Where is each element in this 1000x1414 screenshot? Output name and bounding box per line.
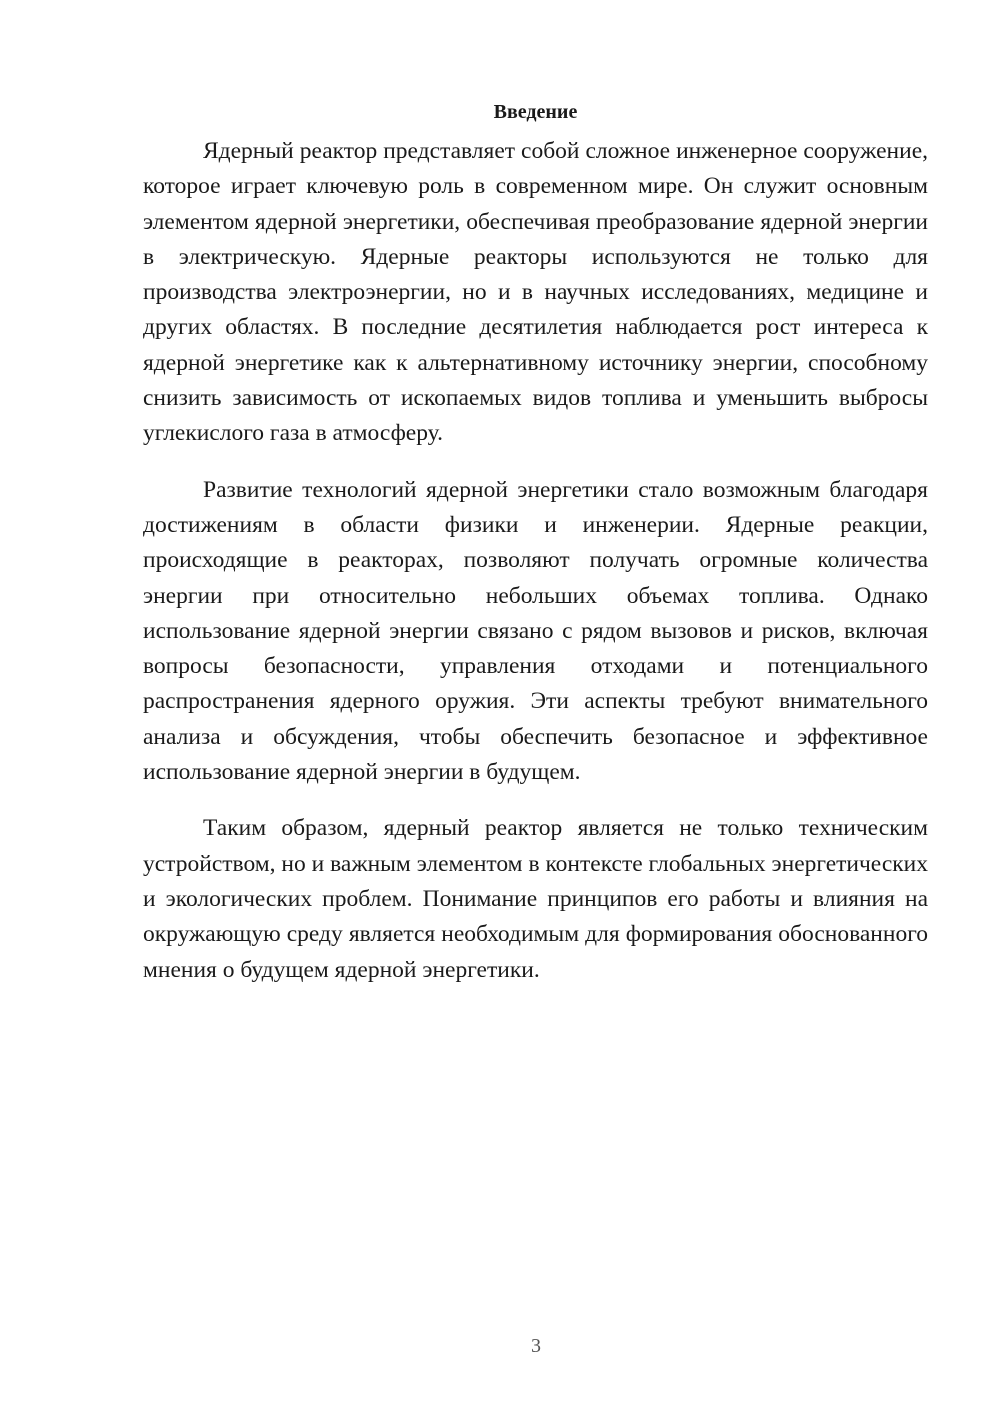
section-heading: Введение <box>493 101 578 123</box>
paragraph-2: Развитие технологий ядерной энергетики стало возможным благодаря достижениям в области физики и инженерии. Ядерные реакции, происходящие в реакторах, позволяют получать огромные количества энергии при относительно небольших объемах топлива. Однако использование ядерной энергии связано с рядом вызовов и рисков, включая вопросы безопасности, управления отходами и потенциального распространения ядерного оружия. Эти аспекты требуют внимательного анализа и обсуждения, чтобы обеспечить безопасное и эффективное использование ядерной энергии в будущем. <box>143 476 928 786</box>
paragraph-1: Ядерный реактор представляет собой сложное инженерное сооружение, которое играет ключевую роль в современном мире. Он служит основным элементом ядерной энергетики, обеспечивая преобразование ядерной энергии в электрическую. Ядерные реакторы используются не только для производства электроэнергии, но и в научных исследованиях, медицине и других областях. В последние десятилетия наблюдается рост интереса к ядерной энергетике как к альтернативному источнику энергии, способному снизить зависимость от ископаемых видов топлива и уменьшить выбросы углекислого газа в атмосферу. <box>143 138 928 447</box>
paragraph-3: Таким образом, ядерный реактор является не только техническим устройством, но и важным элементом в контексте глобальных энергетических и экологических проблем. Понимание принципов его работы и влияния на окружающую среду является необходимым для формирования обоснованного мнения о будущем ядерной энергетики. <box>143 815 928 983</box>
page-content <box>143 98 928 1009</box>
page-number: 3 <box>531 1335 541 1357</box>
